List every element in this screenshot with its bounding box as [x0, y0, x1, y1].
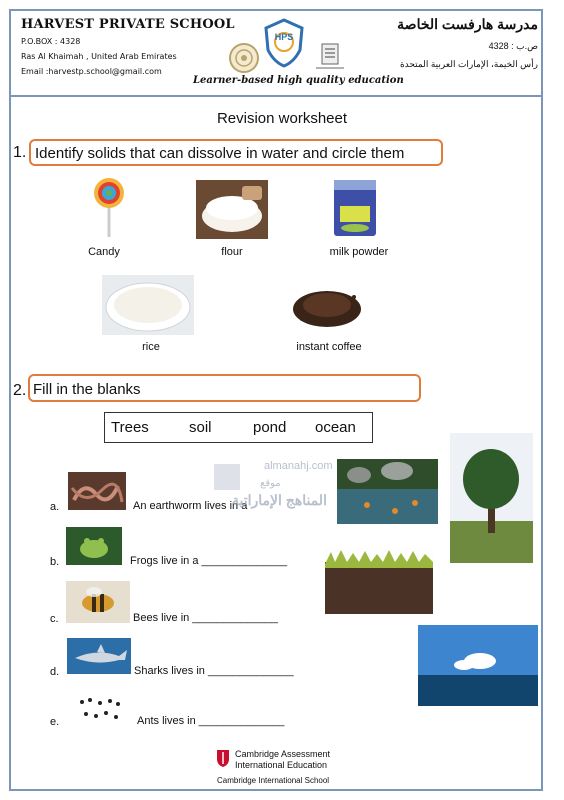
watermark-logo-icon — [212, 462, 242, 492]
location-en: Ras Al Khaimah , United Arab Emirates — [21, 52, 177, 61]
q2-text: Fill in the blanks — [33, 381, 141, 398]
school-name-en: HARVEST PRIVATE SCHOOL — [21, 17, 235, 32]
caption-rice: rice — [142, 341, 160, 353]
school-shield-logo-icon — [264, 18, 304, 68]
flour-image — [196, 180, 268, 239]
caption-milk-powder: milk powder — [329, 246, 389, 258]
soil-image — [325, 548, 433, 614]
ocean-image — [418, 625, 538, 706]
word-trees: Trees — [111, 419, 149, 436]
row-c-text: Bees live in ______________ — [133, 612, 278, 624]
q2-number: 2. — [13, 382, 27, 399]
row-b-letter: b. — [50, 556, 60, 568]
shark-image — [67, 638, 131, 674]
cambridge-shield-icon — [215, 748, 231, 768]
pond-image — [337, 459, 438, 524]
word-soil: soil — [189, 419, 212, 436]
logo-text: HPS — [274, 32, 294, 42]
earthworm-image — [68, 472, 126, 510]
watermark-site: almanahj.com — [264, 460, 333, 472]
row-c-letter: c. — [50, 613, 59, 625]
row-e-text: Ants lives in ______________ — [137, 715, 285, 727]
q1-text: Identify solids that can dissolve in water and circle them — [35, 145, 405, 162]
seal-logo-icon — [228, 42, 260, 74]
watermark-ar-1: موقع — [260, 478, 281, 489]
location-ar: رأس الخيمة، الإمارات العربية المتحدة — [399, 59, 538, 69]
tree-image — [450, 433, 533, 563]
word-bank — [104, 412, 373, 443]
row-d-letter: d. — [50, 666, 60, 678]
row-b-text: Frogs live in a ______________ — [130, 555, 288, 567]
word-ocean: ocean — [315, 419, 356, 436]
caption-instant-coffee: instant coffee — [296, 341, 362, 353]
caption-candy: Candy — [88, 246, 120, 258]
po-box-ar: ص.ب : 4328 — [488, 41, 538, 51]
word-pond: pond — [253, 419, 287, 436]
rice-image — [102, 275, 194, 335]
ants-image — [76, 694, 124, 724]
row-a-letter: a. — [50, 501, 60, 513]
milk-powder-image — [331, 178, 379, 238]
footer-cambridge-line2: International Education — [235, 760, 328, 770]
school-name-ar: مدرسة هارفست الخاصة — [397, 16, 538, 32]
candy-lollipop-image — [92, 176, 126, 238]
frog-image — [66, 527, 122, 565]
po-box-en: P.O.BOX : 4328 — [21, 37, 81, 46]
row-a-text: An earthworm lives in a — [133, 500, 248, 512]
bee-image — [66, 581, 130, 623]
watermark-ar-2: المناهج الإماراتية — [232, 492, 327, 508]
instant-coffee-image — [290, 283, 364, 331]
ministry-logo-icon — [312, 40, 348, 74]
school-motto: Learner-based high quality education — [193, 75, 404, 86]
footer-cambridge-line1: Cambridge Assessment — [235, 749, 331, 759]
caption-flour: flour — [221, 246, 243, 258]
row-d-text: Sharks lives in ______________ — [134, 665, 294, 677]
footer-cambridge-school: Cambridge International School — [217, 776, 330, 785]
row-e-letter: e. — [50, 716, 60, 728]
email: Email :harvestp.school@gmail.com — [21, 67, 162, 76]
worksheet-title: Revision worksheet — [216, 110, 348, 127]
q1-number: 1. — [13, 144, 27, 161]
